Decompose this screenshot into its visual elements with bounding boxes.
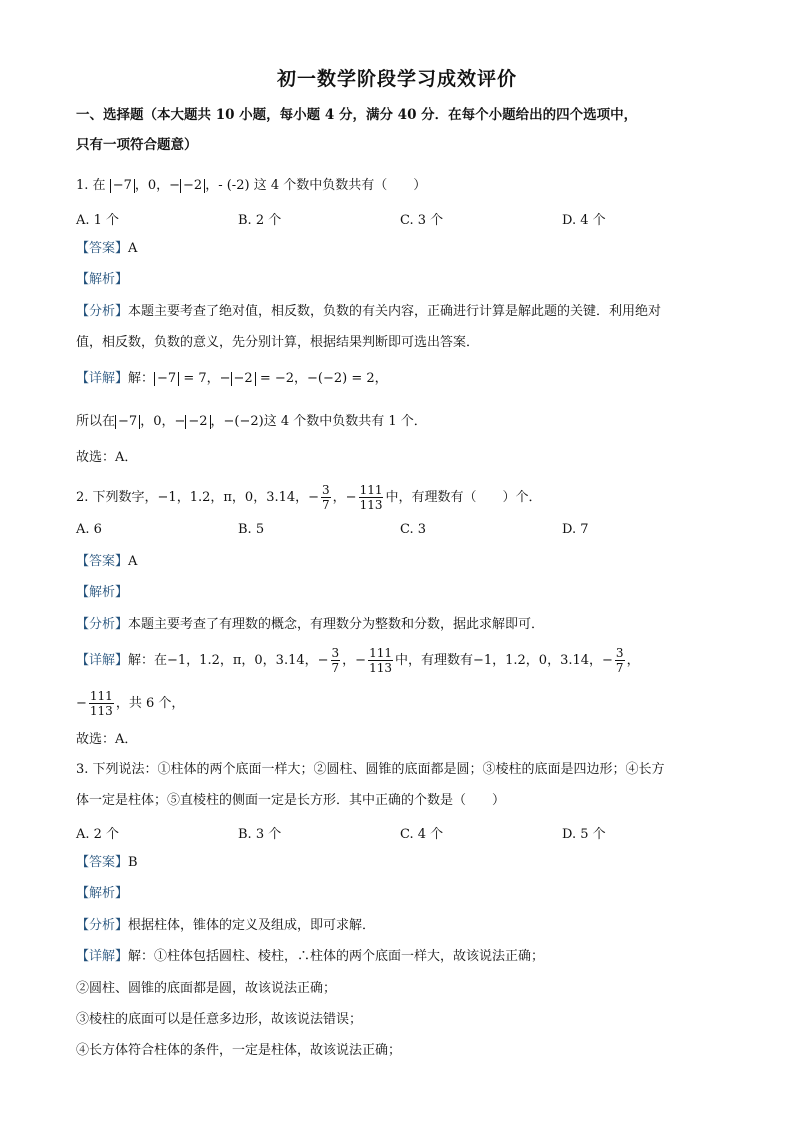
q1-answer: 【答案】A (76, 241, 138, 256)
abs-value: −7 (154, 372, 179, 386)
q2-answer: 【答案】A (76, 554, 138, 569)
q2-detail-line1: 【详解】解：在−1，1.2，π，0，3.14，− $\frac{3}{7}$ ，− $\frac{111}{113}$ 中，有理数有−1，1.2，0，3.14，− $\frac{3}{7}$ ， (76, 646, 640, 675)
q2-detail-line2: − $\frac{111}{113}$ ，共 6 个， (76, 689, 185, 718)
q2-option-a: A. 6 (76, 522, 102, 537)
abs-value: −7 (110, 179, 135, 193)
q1-conclusion: 故选：A． (76, 450, 138, 465)
q1-option-b: B. 2 个 (238, 213, 282, 228)
q2-option-c: C. 3 (400, 522, 427, 537)
q3-analysis-label: 【解析】 (76, 886, 129, 901)
q1-detail-line2: 所以在 −7 ，0，− −2 ，−(−2)这 4 个数中负数共有 1 个． (76, 414, 427, 429)
q1-stem: 1. 在 −7 ，0，− −2 ，- (-2) 这 4 个数中负数共有（ ） (76, 178, 427, 193)
q1-analysis-label: 【解析】 (76, 272, 129, 287)
fraction: $\frac{3}{7}$ (322, 483, 330, 512)
q3-detail-line4: ④长方体符合柱体的条件，一定是柱体，故该说法正确； (76, 1043, 402, 1058)
abs-value: −7 (115, 415, 140, 429)
abs-value: −2 (231, 372, 256, 386)
q3-detail-line3: ③棱柱的底面可以是任意多边形，故该说法错误； (76, 1012, 363, 1027)
q3-stem-line1: 3. 下列说法：①柱体的两个底面一样大；②圆柱、圆锥的底面都是圆；③棱柱的底面是四边形；④长方 (76, 762, 665, 777)
q3-option-d: D. 5 个 (562, 827, 606, 842)
section-heading-line2: 只有一项符合题意） (76, 137, 198, 153)
q3-option-b: B. 3 个 (238, 827, 282, 842)
q3-detail-line2: ②圆柱、圆锥的底面都是圆，故该说法正确； (76, 981, 337, 996)
q3-option-c: C. 4 个 (400, 827, 444, 842)
section-heading-line1: 一、选择题（本大题共 10 小题，每小题 4 分，满分 40 分．在每个小题给出的四个选项中， (76, 107, 638, 123)
q1-fenxi-line2: 值，相反数，负数的意义，先分别计算，根据结果判断即可选出答案． (76, 335, 480, 350)
fraction: $\frac{111}{113}$ (369, 646, 392, 675)
q1-detail-line1: 【详解】解： −7 = 7，− −2 = −2，−(−2) = 2， (76, 371, 388, 386)
q2-analysis-label: 【解析】 (76, 585, 129, 600)
q2-option-d: D. 7 (562, 522, 589, 537)
q3-answer: 【答案】B (76, 855, 138, 870)
fraction: $\frac{3}{7}$ (615, 646, 624, 675)
q3-stem-line2: 体一定是柱体；⑤直棱柱的侧面一定是长方形．其中正确的个数是（ ） (76, 793, 506, 808)
fraction: $\frac{3}{7}$ (331, 646, 340, 675)
q3-fenxi: 【分析】根据柱体，锥体的定义及组成，即可求解． (76, 918, 376, 933)
abs-value: −2 (180, 179, 205, 193)
q1-fenxi-line1: 【分析】本题主要考查了绝对值，相反数，负数的有关内容，正确进行计算是解此题的关键．利用绝对 (76, 304, 662, 319)
q3-option-a: A. 2 个 (76, 827, 120, 842)
fraction: $\frac{111}{113}$ (359, 483, 383, 512)
q3-detail-line1: 【详解】解：①柱体包括圆柱、棱柱，∴柱体的两个底面一样大，故该说法正确； (76, 949, 545, 964)
abs-value: −2 (185, 415, 210, 429)
q2-option-b: B. 5 (238, 522, 265, 537)
page-title: 初一数学阶段学习成效评价 (276, 68, 517, 90)
q1-option-c: C. 3 个 (400, 213, 444, 228)
q2-fenxi: 【分析】本题主要考查了有理数的概念，有理数分为整数和分数，据此求解即可． (76, 617, 545, 632)
fraction: $\frac{111}{113}$ (89, 689, 113, 718)
q1-option-a: A. 1 个 (76, 213, 120, 228)
q2-stem: 2. 下列数字，−1，1.2，π，0，3.14，− $\frac{3}{7}$ ，− $\frac{111}{113}$ 中，有理数有（ ）个． (76, 483, 542, 512)
q2-conclusion: 故选：A． (76, 732, 138, 747)
q1-option-d: D. 4 个 (562, 213, 606, 228)
